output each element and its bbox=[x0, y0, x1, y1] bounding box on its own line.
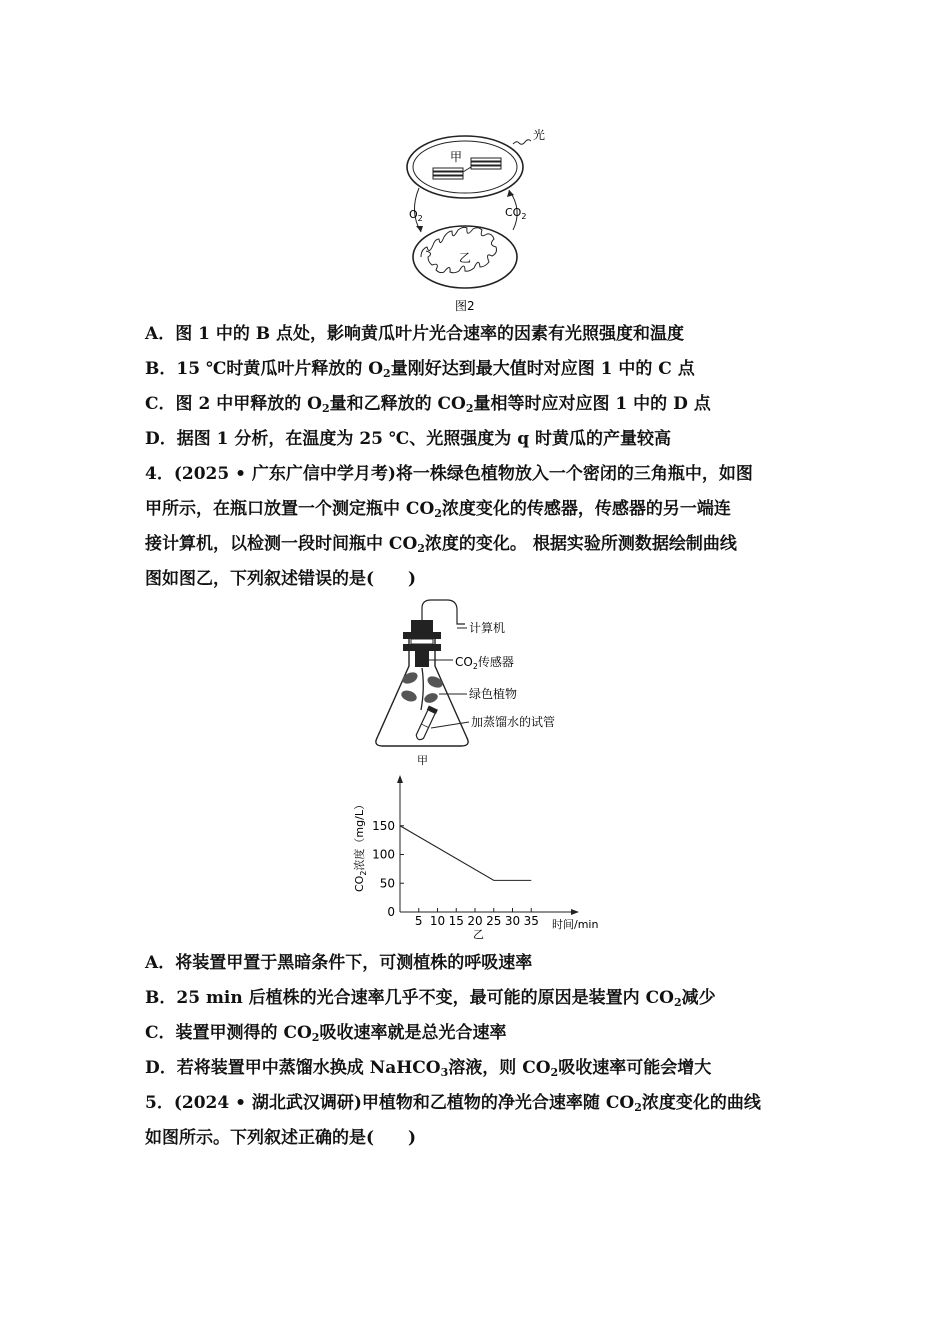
sensor-plug-top bbox=[411, 620, 433, 632]
y-tick-label: 150 bbox=[372, 818, 395, 833]
apparatus-figure bbox=[365, 598, 605, 773]
leaf-3 bbox=[400, 689, 418, 704]
test-tube bbox=[414, 706, 438, 742]
q4-stem-line-1: 4．(2025 • 广东广信中学月考)将一株绿色植物放入一个密闭的三角瓶中，如图 bbox=[145, 464, 753, 484]
q4-option-c: C．装置甲测得的 $CO_2$吸收速率就是总光合速率 bbox=[145, 1023, 507, 1044]
label-test-tube: 加蒸馏水的试管 bbox=[471, 715, 556, 729]
q4-stem-line-3: 接计算机，以检测一段时间瓶中 $CO_2$浓度的变化。 根据实验所测数据绘制曲线 bbox=[145, 534, 737, 555]
q4-stem-line-4: 图如图乙，下列叙述错误的是( ) bbox=[145, 569, 417, 589]
y-axis-arrow bbox=[397, 775, 403, 783]
co2-sensor-probe bbox=[415, 651, 429, 667]
yi-label: 乙 bbox=[459, 251, 472, 265]
jia-label: 甲 bbox=[450, 150, 463, 164]
label-green-plant: 绿色植物 bbox=[469, 687, 518, 701]
x-tick-label: 15 bbox=[448, 914, 464, 928]
plant-stem bbox=[421, 668, 423, 710]
x-tick-label: 35 bbox=[523, 914, 539, 928]
light-label: 光 bbox=[533, 128, 546, 142]
co2-concentration-chart bbox=[335, 772, 610, 942]
figure-2 bbox=[395, 122, 565, 317]
o2-label: $O_2$ bbox=[409, 208, 423, 223]
chloroplast-outer bbox=[407, 136, 523, 198]
q3-option-d: D．据图 1 分析，在温度为 25 ℃、光照强度为 q 时黄瓜的产量较高 bbox=[145, 429, 671, 449]
chart-caption: 乙 bbox=[473, 928, 484, 941]
chart-xlabel: 时间/min bbox=[552, 918, 599, 931]
q5-stem-line-1: 5．(2024 • 湖北武汉调研)甲植物和乙植物的净光合速率随 $CO_2$浓度变化的曲线 bbox=[145, 1093, 761, 1114]
figure-2-caption: 图2 bbox=[455, 299, 475, 313]
q3-option-b: B．15 ℃时黄瓜叶片释放的 $O_2$量刚好达到最大值时对应图 1 中的 C 点 bbox=[145, 359, 695, 380]
x-tick-label: 5 bbox=[414, 914, 423, 928]
q4-option-b: B．25 min 后植株的光合速率几乎不变，最可能的原因是装置内 $CO_2$减少 bbox=[145, 988, 716, 1009]
co2-series-line bbox=[400, 826, 531, 881]
apparatus-caption: 甲 bbox=[417, 754, 428, 767]
thylakoid-stack-right bbox=[471, 158, 501, 169]
x-axis-arrow bbox=[571, 909, 579, 915]
q3-option-c: C．图 2 中甲释放的 $O_2$量和乙释放的 $CO_2$量相等时应对应图 1 中的 D 点 bbox=[145, 394, 711, 415]
leaf-2 bbox=[426, 674, 445, 690]
q4-option-d: D．若将装置甲中蒸馏水换成 NaHCO$_3$溶液，则 $CO_2$吸收速率可能会增大 bbox=[145, 1058, 712, 1079]
q3-option-a: A．图 1 中的 B 点处，影响黄瓜叶片光合速率的因素有光照强度和温度 bbox=[145, 324, 685, 344]
q4-stem-line-2: 甲所示，在瓶口放置一个测定瓶中 $CO_2$浓度变化的传感器，传感器的另一端连 bbox=[145, 499, 731, 520]
co2-label: $CO_2$ bbox=[505, 206, 527, 221]
label-computer: 计算机 bbox=[469, 621, 506, 635]
chart-ylabel: $CO_2$浓度（mg/L） bbox=[353, 799, 368, 892]
label-co2-sensor: $CO_2$传感器 bbox=[455, 655, 514, 671]
x-tick-label: 25 bbox=[486, 914, 502, 928]
thylakoid-stack-left bbox=[433, 168, 463, 179]
x-tick-label: 30 bbox=[504, 914, 521, 928]
q5-stem-line-2: 如图所示。下列叙述正确的是( ) bbox=[145, 1128, 417, 1148]
y-tick-label: 100 bbox=[372, 847, 395, 862]
x-tick-label: 20 bbox=[467, 914, 483, 928]
x-tick-label: 10 bbox=[429, 914, 446, 928]
y-tick-label: 50 bbox=[379, 876, 395, 891]
stopper-upper bbox=[403, 632, 441, 639]
light-wavy-line bbox=[513, 140, 531, 145]
y-tick-label: 0 bbox=[387, 905, 395, 919]
leaf-4 bbox=[423, 691, 439, 704]
q4-option-a: A．将装置甲置于黑暗条件下，可测植株的呼吸速率 bbox=[145, 953, 533, 973]
leaf-1 bbox=[401, 670, 420, 686]
